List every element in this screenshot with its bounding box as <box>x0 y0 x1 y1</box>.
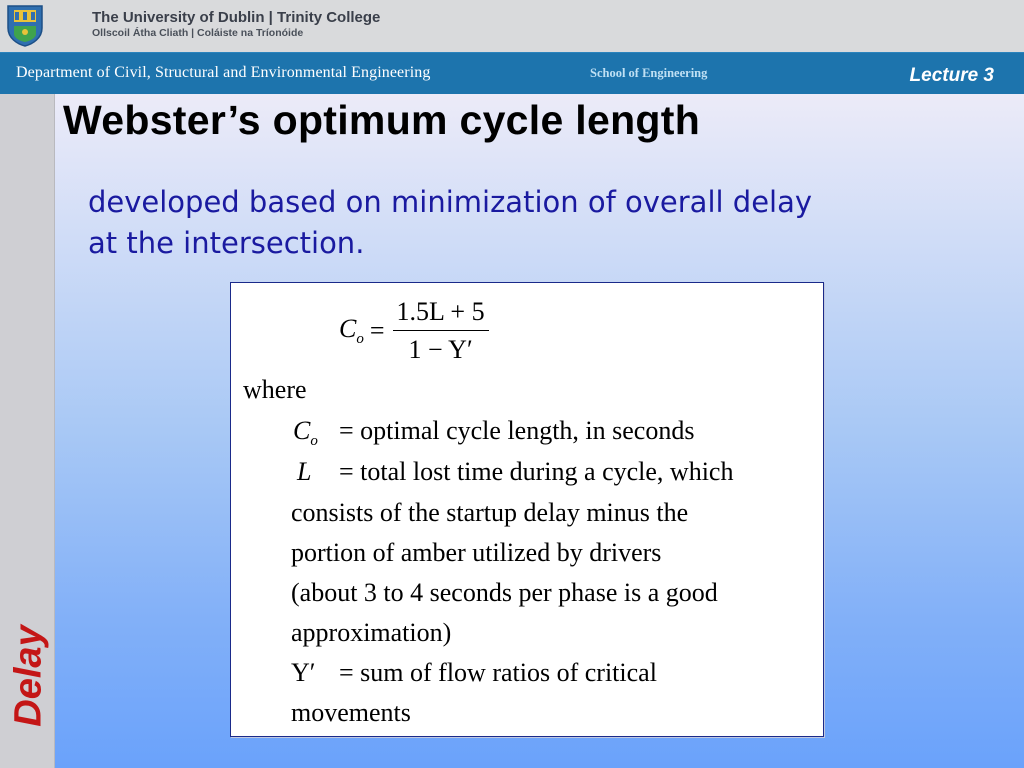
body-line: at the intersection. <box>88 226 365 260</box>
equation-lhs: $C_o$ <box>339 313 364 348</box>
department-name: Department of Civil, Structural and Environmental Engineering <box>16 64 431 81</box>
webster-equation <box>339 297 489 365</box>
formula-image <box>230 282 824 737</box>
where-label: where <box>243 375 307 404</box>
slide-content <box>55 94 1024 768</box>
university-name-irish: Ollscoil Átha Cliath | Coláiste na Tríonóide <box>92 27 304 39</box>
definition-symbol: $C_o$ <box>293 416 318 450</box>
definition-symbol: Y′ <box>291 658 316 687</box>
definition-continuation: portion of amber utilized by drivers <box>291 538 662 567</box>
sidebar <box>0 94 55 768</box>
definition-symbol: L <box>297 457 312 486</box>
lecture-label: Lecture 3 <box>909 65 994 86</box>
definition-continuation: (about 3 to 4 seconds per phase is a good <box>291 578 718 607</box>
department-bar <box>0 52 1024 95</box>
equation-fraction <box>393 297 489 365</box>
trinity-crest-logo <box>6 4 44 47</box>
equation-equals: = <box>369 316 385 345</box>
definition-text: = optimal cycle length, in seconds <box>339 416 695 445</box>
definition-continuation: consists of the startup delay minus the <box>291 498 689 527</box>
school-name: School of Engineering <box>590 66 708 80</box>
slide-title: Webster’s optimum cycle length <box>63 97 701 143</box>
sidebar-topic-label: Delay <box>7 625 50 727</box>
definition-text: = sum of flow ratios of critical <box>339 658 657 687</box>
university-name: The University of Dublin | Trinity College <box>92 9 381 26</box>
equation-denominator: 1 − Y′ <box>408 335 473 364</box>
university-header <box>0 0 1024 52</box>
body-line: developed based on minimization of overall delay <box>88 185 813 219</box>
slide-body-text <box>88 182 968 264</box>
definition-continuation: approximation) <box>291 618 452 647</box>
definition-text: = total lost time during a cycle, which <box>339 457 734 486</box>
definition-continuation: movements <box>291 698 411 727</box>
equation-numerator: 1.5L + 5 <box>393 297 489 331</box>
